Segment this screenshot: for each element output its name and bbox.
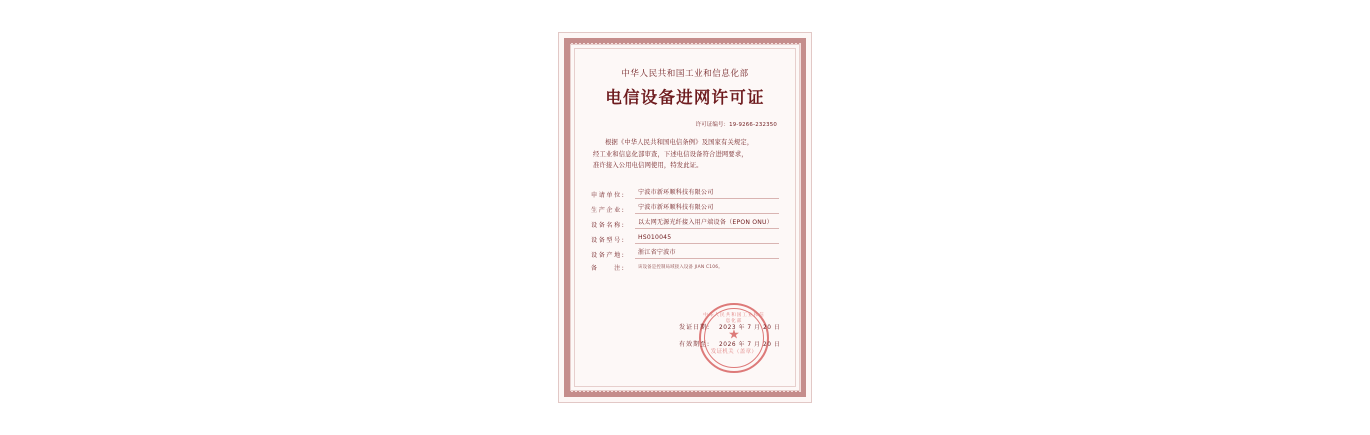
expiry-date-row bbox=[679, 339, 809, 348]
certificate-document bbox=[558, 32, 812, 403]
certificate-content bbox=[579, 53, 791, 382]
field-row-device-model bbox=[591, 229, 779, 244]
field-row-manufacturer bbox=[591, 199, 779, 214]
field-row-applicant bbox=[591, 184, 779, 199]
field-value-device-model: HS010045 bbox=[635, 234, 779, 244]
certificate-title: 电信设备进网许可证 bbox=[605, 88, 765, 107]
expiry-date-label: 有效期至: bbox=[679, 341, 710, 348]
expiry-date-value: 2026 年 7 月 20 日 bbox=[719, 342, 781, 348]
seal-bottom-text: 发证机关（盖章） bbox=[710, 349, 758, 355]
seal-top-text: 中华人民共和国工业和信息化部 bbox=[703, 313, 765, 324]
statement-line-1: 根据《中华人民共和国电信条例》及国家有关规定， bbox=[605, 139, 754, 146]
issue-date-value: 2023 年 7 月 20 日 bbox=[719, 325, 781, 331]
issue-date-row bbox=[679, 322, 809, 331]
seal-star-icon: ★ bbox=[728, 327, 740, 343]
field-value-applicant: 宁波市新环顺科技有限公司 bbox=[635, 187, 779, 199]
field-label-origin: 设备产地: bbox=[591, 251, 626, 259]
statement-line-3: 准许接入公用电信网使用，特发此证。 bbox=[593, 162, 703, 170]
certificate-dates bbox=[679, 322, 809, 356]
field-label-device-model: 设备型号: bbox=[591, 236, 626, 244]
field-row-device-name bbox=[591, 214, 779, 229]
field-label-remark: 备 注: bbox=[591, 264, 626, 272]
field-row-remark bbox=[591, 259, 779, 272]
issue-date-label: 发证日期: bbox=[679, 324, 710, 331]
issuing-ministry: 中华人民共和国工业和信息化部 bbox=[621, 69, 749, 79]
field-row-origin bbox=[591, 244, 779, 259]
field-label-manufacturer: 生产企业: bbox=[591, 206, 626, 214]
statement-line-2: 经工业和信息化部审查，下述电信设备符合进网要求， bbox=[593, 150, 748, 158]
license-number-line bbox=[579, 120, 791, 128]
field-value-remark: 该设备是控制局域接入设备 JIAN C106。 bbox=[638, 264, 723, 270]
license-number-label: 许可证编号： bbox=[695, 122, 730, 128]
field-label-device-name: 设备名称: bbox=[591, 221, 626, 229]
field-label-applicant: 申请单位: bbox=[591, 191, 626, 199]
field-value-origin: 浙江省宁波市 bbox=[635, 247, 779, 259]
field-value-device-name: 以太网无源光纤接入用户端设备（EPON ONU） bbox=[635, 217, 779, 229]
certificate-statement bbox=[579, 137, 791, 172]
license-number-value: 19-9266-232350 bbox=[729, 122, 777, 128]
field-value-manufacturer: 宁波市新环顺科技有限公司 bbox=[635, 202, 779, 214]
certificate-fields bbox=[579, 184, 791, 272]
